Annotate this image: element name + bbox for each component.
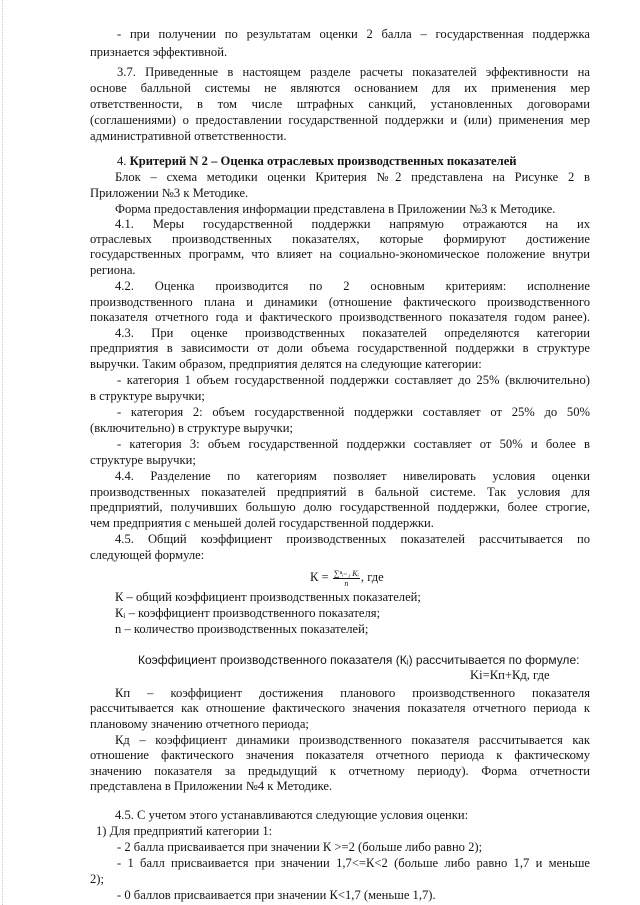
paragraph-line: (соглашениями) о предоставлении государственной поддержки и (или) применения мер bbox=[90, 113, 590, 127]
paragraph-line: в структуре выручки; bbox=[90, 389, 205, 403]
list-item: - 1 балл присваивается при значении 1,7<=К<2 (больше либо равно 1,7 и меньше bbox=[117, 856, 590, 870]
paragraph-line: основе балльной системы не являются основанием для их применения мер bbox=[90, 81, 590, 95]
paragraph-line: 4.2. Оценка производится по 2 основным критериям: исполнение bbox=[115, 279, 590, 293]
paragraph-line: значению показателя за предыдущий к отчетному периоду). Форма отчетности bbox=[90, 764, 590, 778]
paragraph-line: 4.5. Общий коэффициент производственных показателей рассчитывается по bbox=[115, 532, 590, 546]
paragraph-line: - категория 1 объем государственной поддержки составляет до 25% (включительно) bbox=[117, 373, 590, 387]
list-item: 1) Для предприятий категории 1: bbox=[96, 824, 273, 838]
definition-line: К – общий коэффициент производственных показателей; bbox=[115, 590, 421, 604]
paragraph-line: представлена в Приложении №4 к Методике. bbox=[90, 779, 333, 793]
paragraph-line: Форма предоставления информации представлена в Приложении №3 к Методике. bbox=[115, 202, 556, 216]
definition-line: n – количество производственных показателей; bbox=[115, 622, 369, 636]
paragraph-line: Приложении №3 к Методике. bbox=[90, 186, 249, 200]
list-item: - 0 баллов присваивается при значении К<1,7 (меньше 1,7). bbox=[117, 888, 436, 902]
paragraph-line: признается эффективной. bbox=[90, 45, 228, 59]
paragraph-line: 4.4. Разделение по категориям позволяет нивелировать условия оценки bbox=[115, 469, 590, 483]
paragraph-line: - категория 2: объем государственной поддержки составляет от 25% до 50% bbox=[117, 405, 590, 419]
ki-formula: Ki=Кп+Кд, где bbox=[470, 668, 550, 682]
paragraph-line: административной ответственности. bbox=[90, 129, 287, 143]
ki-formula-intro: Коэффициент производственного показателя (Кᵢ) рассчитывается по формуле: bbox=[138, 653, 580, 667]
paragraph-line: производственных показателей предприятий в бальной системе. Так условия для bbox=[90, 485, 590, 499]
paragraph-line: предприятия в зависимости от доли объема государственной поддержки в структуре bbox=[90, 341, 590, 355]
list-item: 2); bbox=[90, 872, 104, 886]
paragraph-line: - при получении по результатам оценки 2 балла – государственная поддержка bbox=[117, 27, 590, 41]
paragraph-line: плановому значению отчетного периода; bbox=[90, 717, 309, 731]
paragraph-line: рассчитывается как отношение фактического значения показателя отчетного периода к bbox=[90, 701, 590, 715]
paragraph-line: отраслевых производственных показателях, которые формируют достижение bbox=[90, 232, 590, 246]
paragraph-line: 4.1. Меры государственной поддержки напрямую отражаются на их bbox=[115, 217, 590, 231]
paragraph-line: производственного плана и динамики (отношение фактического производственного bbox=[90, 295, 590, 309]
section-heading bbox=[117, 154, 590, 169]
paragraph-line: (включительно) в структуре выручки; bbox=[90, 421, 293, 435]
paragraph-line: выручки. Таким образом, предприятия делятся на следующие категории: bbox=[90, 357, 482, 371]
formula-k bbox=[310, 566, 460, 588]
paragraph-line: следующей формуле: bbox=[90, 548, 205, 562]
formula-denominator: n bbox=[344, 578, 349, 588]
paragraph-line: Кп – коэффициент достижения планового производственного показателя bbox=[115, 686, 590, 700]
paragraph-line: Блок – схема методики оценки Критерия №2 представлена на Рисунке 2 в bbox=[115, 170, 590, 184]
paragraph-line: 4.3. При оценке производственных показателей определяются категории bbox=[115, 326, 590, 340]
paragraph-line: предприятий, получивших большую долю государственной поддержки, более строгие, bbox=[90, 500, 590, 514]
formula-fraction bbox=[333, 569, 360, 588]
definition-line: Кᵢ – коэффициент производственного показателя; bbox=[115, 606, 381, 620]
paragraph-line: отношение фактического значения показателя отчетного периода к фактическому bbox=[90, 748, 590, 762]
formula-lhs: К = bbox=[310, 570, 329, 584]
paragraph-line: государственных программ, что влияет на социально-экономическое положение внутри bbox=[90, 247, 590, 261]
paragraph-line: 4.5. С учетом этого устанавливаются следующие условия оценки: bbox=[115, 808, 469, 822]
section-number: 4. bbox=[117, 154, 130, 168]
paragraph-line: - категория 3: объем государственной поддержки составляет от 50% и более в bbox=[117, 437, 590, 451]
paragraph-line: ответственности, в том числе штрафных санкций, установленных договорами bbox=[90, 97, 590, 111]
formula-numerator: ∑ⁿᵢ₌₁ Кᵢ bbox=[333, 568, 359, 578]
section-title: Критерий N 2 – Оценка отраслевых производственных показателей bbox=[129, 154, 517, 168]
paragraph-line: региона. bbox=[90, 263, 136, 277]
paragraph-line: Кд – коэффициент динамики производственного показателя рассчитывается как bbox=[115, 733, 590, 747]
list-item: - 2 балла присваивается при значении К >=2 (больше либо равно 2); bbox=[117, 840, 483, 854]
paragraph-line: чем предприятия с меньшей долей государственной поддержки. bbox=[90, 516, 434, 530]
scan-edge bbox=[2, 0, 4, 905]
paragraph-line: структуре выручки; bbox=[90, 453, 196, 467]
formula-suffix: , где bbox=[360, 570, 384, 584]
paragraph-line: 3.7. Приведенные в настоящем разделе расчеты показателей эффективности на bbox=[117, 65, 590, 79]
paragraph-line: показателя отчетного года и фактического производственного показателя годом ранее). bbox=[90, 310, 590, 324]
